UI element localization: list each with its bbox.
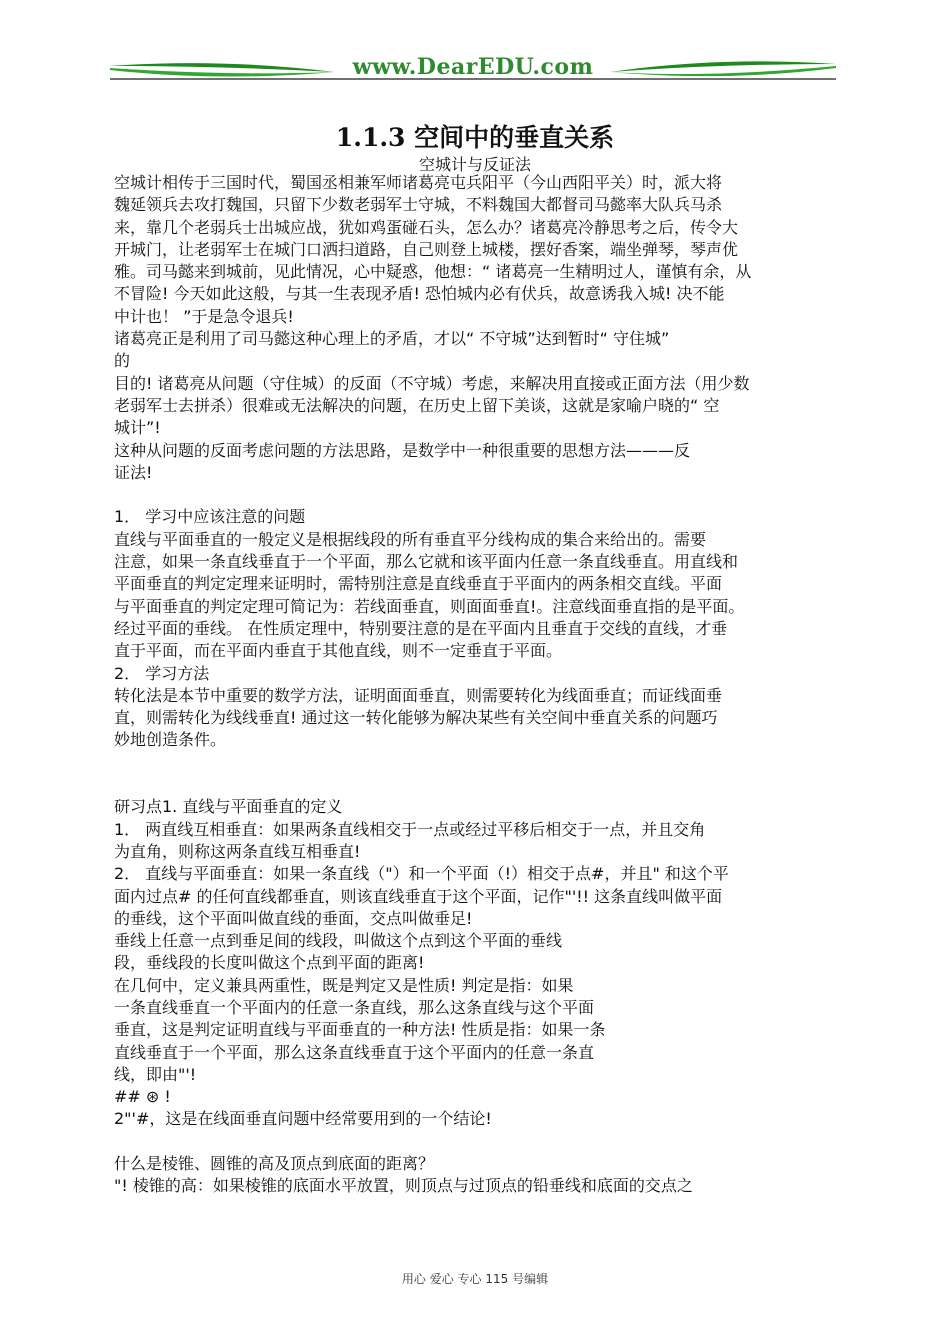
text-line: 来，靠几个老弱兵士出城应战，犹如鸡蛋碰石头，怎么办？诸葛亮冷静思考之后，传令大 xyxy=(114,217,739,237)
text-line: 经过平面的垂线。 在性质定理中，特别要注意的是在平面内且垂直于交线的直线，才垂 xyxy=(114,618,728,638)
text-line: 线，即由"'! xyxy=(114,1064,197,1084)
text-line: 这种从问题的反面考虑问题的方法思路，是数学中一种很重要的思想方法———反 xyxy=(114,440,691,460)
text-line: 1． 学习中应该注意的问题 xyxy=(114,507,306,527)
text-line: 直线垂直于一个平面，那么这条直线垂直于这个平面内的任意一条直 xyxy=(114,1042,595,1062)
text-line: 段，垂线段的长度叫做这个点到平面的距离! xyxy=(114,953,425,973)
text-line: 目的! 诸葛亮从问题（守住城）的反面（不守城）考虑，来解决用直接或正面方法（用少数 xyxy=(114,373,750,393)
text-line: 为直角，则称这两条直线互相垂直! xyxy=(114,841,361,861)
text-line: 垂线上任意一点到垂足间的线段，叫做这个点到这个平面的垂线 xyxy=(114,931,563,951)
text-line: 与平面垂直的判定定理可简记为：若线面垂直，则面面垂直!。注意线面垂直指的是平面。 xyxy=(114,596,745,616)
text-line xyxy=(114,1131,842,1153)
text-line: 一条直线垂直一个平面内的任意一条直线，那么这条直线与这个平面 xyxy=(114,997,595,1017)
text-line: 直于平面，而在平面内垂直于其他直线，则不一定垂直于平面。 xyxy=(114,641,563,661)
text-line: 的垂线，这个平面叫做直线的垂面，交点叫做垂足! xyxy=(114,908,473,928)
text-line: 研习点1. 直线与平面垂直的定义 xyxy=(114,797,343,817)
text-line: "! 棱锥的高：如果棱锥的底面水平放置，则顶点与过顶点的铅垂线和底面的交点之 xyxy=(114,1176,693,1196)
text-line: 直线与平面垂直的一般定义是根据线段的所有垂直平分线构成的集合来给出的。需要 xyxy=(114,529,707,549)
text-line: 开城门，让老弱军士在城门口洒扫道路，自己则登上城楼，摆好香案，端坐弹琴，琴声优 xyxy=(114,239,739,259)
page-subtitle: 空城计与反证法 xyxy=(418,155,531,174)
text-line: 空城计相传于三国时代，蜀国丞相兼军师诸葛亮屯兵阳平（今山西阳平关）时，派大将 xyxy=(114,173,723,192)
text-line: 证法! xyxy=(114,462,153,482)
text-line: 1． 两直线互相垂直：如果两条直线相交于一点或经过平移后相交于一点，并且交角 xyxy=(114,819,706,839)
page-footer: 用心 爱心 专心 115 号编辑 xyxy=(401,1272,549,1286)
text-line: 垂直，这是判定证明直线与平面垂直的一种方法! 性质是指：如果一条 xyxy=(114,1020,606,1040)
text-line: 直，则需转化为线线垂直! 通过这一转化能够为解决某些有关空间中垂直关系的问题巧 xyxy=(114,708,718,728)
text-line: 面内过点# 的任何直线都垂直，则该直线垂直于这个平面，记作"'!! 这条直线叫做平面 xyxy=(114,886,723,906)
text-line: 诸葛亮正是利用了司马懿这种心理上的矛盾，才以“ 不守城”达到暂时“ 守住城” xyxy=(114,329,670,349)
text-line: 平面垂直的判定定理来证明时，需特别注意是直线垂直于平面内的两条相交直线。平面 xyxy=(114,574,723,594)
text-line: 中计也！ ”于是急令退兵! xyxy=(114,306,294,326)
text-line xyxy=(114,752,842,774)
text-line: 什么是棱锥、圆锥的高及顶点到底面的距离？ xyxy=(114,1154,435,1174)
text-line: 转化法是本节中重要的数学方法，证明面面垂直，则需要转化为线面垂直；而证线面垂 xyxy=(114,685,723,705)
text-line: 妙地创造条件。 xyxy=(114,730,227,750)
text-line xyxy=(114,774,842,796)
text-line: 的 xyxy=(114,351,131,371)
text-line xyxy=(114,484,842,506)
text-line: ## ⊛ ! xyxy=(114,1087,171,1107)
text-line: 老弱军士去拼杀）很难或无法解决的问题，在历史上留下美谈，这就是家喻户晓的“ 空 xyxy=(114,395,720,415)
text-line: 雅。司马懿来到城前，见此情况，心中疑惑，他想：“ 诸葛亮一生精明过人，谨慎有余，从 xyxy=(114,262,752,282)
document-body xyxy=(114,172,842,1198)
text-line: 2． 直线与平面垂直：如果一条直线（"）和一个平面（!）相交于点#，并且" 和这个平 xyxy=(114,864,729,884)
text-line: 城计”! xyxy=(114,418,161,438)
text-line: 魏延领兵去攻打魏国，只留下少数老弱军士守城，不料魏国大都督司马懿率大队兵马杀 xyxy=(114,195,723,215)
text-line: 2． 学习方法 xyxy=(114,663,210,683)
text-line: 在几何中，定义兼具两重性，既是判定又是性质! 判定是指：如果 xyxy=(114,975,574,995)
text-line: 不冒险! 今天如此这般，与其一生表现矛盾! 恐怕城内必有伏兵，故意诱我入城! 决不能 xyxy=(114,284,725,304)
page-title: 1.1.3 空间中的垂直关系 xyxy=(335,123,615,152)
text-line: 注意，如果一条直线垂直于一个平面，那么它就和该平面内任意一条直线垂直。用直线和 xyxy=(114,552,739,572)
site-logo-text: www.DearEDU.com xyxy=(352,54,594,80)
site-header xyxy=(110,52,836,88)
text-line: 2"'#，这是在线面垂直问题中经常要用到的一个结论! xyxy=(114,1109,492,1129)
